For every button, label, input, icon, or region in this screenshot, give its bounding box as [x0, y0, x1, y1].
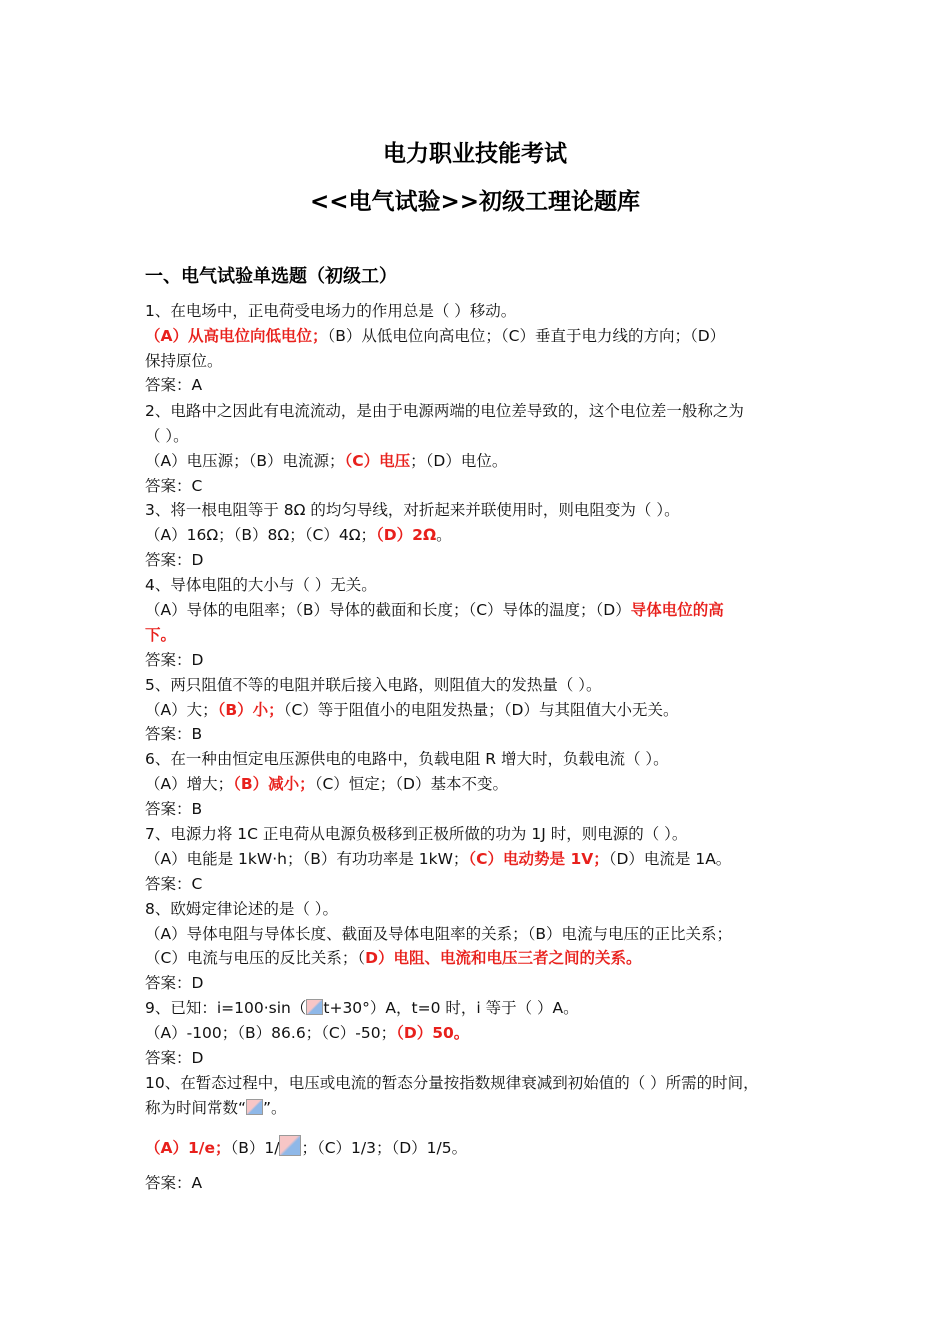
question-6-options	[145, 774, 508, 794]
option-text: （D）电流是 1A。	[608, 850, 732, 868]
option-text: （B）1/	[230, 1139, 280, 1157]
question-8-options: （A）导体电阻与导体长度、截面及导体电阻率的关系；（B）电流与电压的正比关系；	[145, 925, 732, 943]
correct-option: D）电阻、电流和电压三者之间的关系。	[365, 949, 642, 967]
answer-8: 答案：D	[145, 974, 204, 992]
answer-3: 答案：D	[145, 551, 204, 569]
answer-7: 答案：C	[145, 875, 203, 893]
question-text: 称为时间常数“	[145, 1099, 247, 1117]
question-9	[145, 998, 579, 1018]
question-10: 10、在暂态过程中，电压或电流的暂态分量按指数规律衰减到初始值的（ ）所需的时间，	[145, 1074, 759, 1092]
option-text: （C）电流与电压的反比关系；（	[145, 949, 366, 967]
option-text: （A）电压源；（B）电流源；	[145, 452, 345, 470]
answer-4: 答案：D	[145, 651, 204, 669]
image-placeholder-icon	[306, 999, 323, 1015]
question-4-options	[145, 600, 724, 620]
option-text: ；（D）电位。	[410, 452, 508, 470]
answer-6: 答案：B	[145, 800, 203, 818]
document-title: 电力职业技能考试	[383, 141, 567, 167]
correct-option: （D）50。	[396, 1024, 470, 1042]
question-8: 8、欧姆定律论述的是（ ）。	[145, 900, 339, 918]
image-placeholder-icon	[279, 1135, 301, 1156]
question-7: 7、电源力将 1C 正电荷从电源负极移到正极所做的功为 1J 时，则电源的（ ）。	[145, 825, 688, 843]
question-3-options	[145, 525, 452, 545]
question-4: 4、导体电阻的大小与（ ）无关。	[145, 576, 377, 594]
option-text: （C）恒定；（D）基本不变。	[314, 775, 508, 793]
correct-option-cont: 下。	[145, 626, 177, 644]
correct-option: （C）电压	[344, 452, 411, 470]
answer-5: 答案：B	[145, 725, 203, 743]
question-8-options-cont	[145, 948, 641, 968]
question-text: ”。	[263, 1099, 287, 1117]
correct-option: （A）从高电位向低电位；	[145, 327, 328, 345]
option-text: （A）增大；	[145, 775, 234, 793]
question-3: 3、将一根电阻等于 8Ω 的均匀导线，对折起来并联使用时，则电阻变为（ ）。	[145, 501, 680, 519]
option-text: ；（C）1/3；（D）1/5。	[301, 1139, 468, 1157]
question-text: 9、已知：i=100·sin（	[145, 999, 307, 1017]
question-1-options	[145, 326, 725, 346]
correct-option: （D）2Ω	[376, 526, 437, 544]
answer-2: 答案：C	[145, 477, 203, 495]
question-text: t+30°）A，t=0 时，i 等于（ ）A。	[323, 999, 579, 1017]
document-subtitle: <<电气试验>>初级工理论题库	[309, 189, 641, 215]
question-7-options	[145, 849, 731, 869]
option-text: （A）导体的电阻率；（B）导体的截面和长度；（C）导体的温度；（D）	[145, 601, 631, 619]
question-5-options	[145, 700, 678, 720]
answer-10: 答案：A	[145, 1174, 203, 1192]
question-10-cont	[145, 1098, 287, 1118]
section-heading: 一、电气试验单选题（初级工）	[145, 266, 397, 287]
option-text: （A）大；	[145, 701, 218, 719]
option-text: （B）从低电位向高电位；（C）垂直于电力线的方向；（D）	[327, 327, 726, 345]
option-text: （A）-100；（B）86.6；（C）-50；	[145, 1024, 397, 1042]
question-9-options	[145, 1023, 469, 1043]
option-text: （A）电能是 1kW·h；（B）有功功率是 1kW；	[145, 850, 469, 868]
option-text: （A）16Ω；（B）8Ω；（C）4Ω；	[145, 526, 377, 544]
question-1: 1、在电场中，正电荷受电场力的作用总是（ ）移动。	[145, 302, 517, 320]
correct-option: 导体电位的高	[630, 601, 724, 619]
question-2-cont: （ ）。	[145, 427, 189, 445]
answer-1: 答案：A	[145, 376, 203, 394]
option-text: 。	[436, 526, 452, 544]
correct-option: （C）电动势是 1V；	[468, 850, 609, 868]
correct-option: （A）1/e；	[145, 1139, 231, 1157]
answer-9: 答案：D	[145, 1049, 204, 1067]
question-2-options	[145, 451, 507, 471]
question-5: 5、两只阻值不等的电阻并联后接入电路，则阻值大的发热量（ ）。	[145, 676, 602, 694]
correct-option: （B）小；	[217, 701, 284, 719]
question-1-options-cont: 保持原位。	[145, 352, 223, 370]
question-10-options	[145, 1135, 467, 1158]
image-placeholder-icon	[246, 1099, 263, 1115]
correct-option: （B）减小；	[233, 775, 315, 793]
question-2: 2、电路中之因此有电流流动，是由于电源两端的电位差导致的，这个电位差一般称之为	[145, 402, 744, 420]
question-6: 6、在一种由恒定电压源供电的电路中，负载电阻 R 增大时，负载电流（ ）。	[145, 750, 669, 768]
option-text: （C）等于阻值小的电阻发热量；（D）与其阻值大小无关。	[283, 701, 679, 719]
